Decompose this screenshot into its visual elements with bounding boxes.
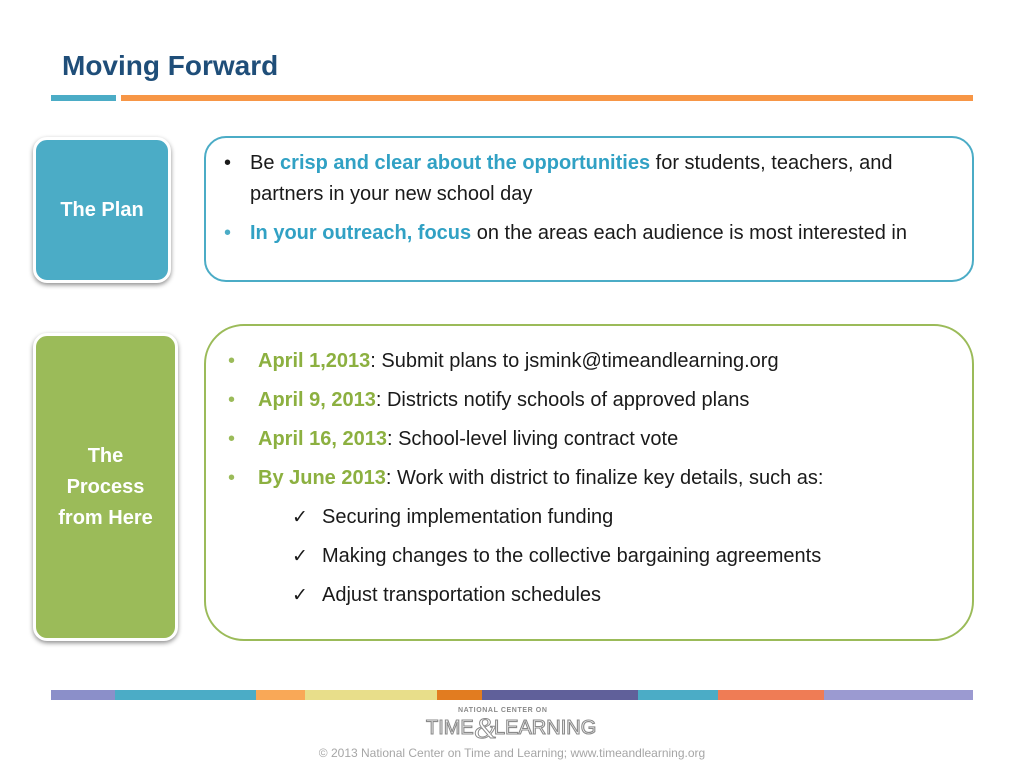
checklist-text: Adjust transportation schedules <box>322 584 602 606</box>
footer-bar-segment <box>115 690 256 700</box>
checkmark-icon: ✓ <box>292 507 308 528</box>
plan-label: The Plan <box>60 198 144 221</box>
footer-bar-segment <box>305 690 437 700</box>
timeline-item <box>228 385 958 416</box>
copyright-text: © 2013 National Center on Time and Learning; www.timeandlearning.org <box>318 746 706 760</box>
process-content-box <box>204 324 974 641</box>
timeline-date: April 1,2013 <box>258 350 371 372</box>
logo-top-text: NATIONAL CENTER ON <box>458 707 548 714</box>
timeline-text: : School-level living contract vote <box>386 428 679 450</box>
process-label-line: from Here <box>58 506 153 529</box>
footer-bar-segment <box>51 690 115 700</box>
plan-item-text: on the areas each audience is most interested in <box>471 222 907 244</box>
checkmark-icon: ✓ <box>292 585 308 606</box>
checklist-text: Making changes to the collective bargaining agreements <box>322 545 822 567</box>
title-accent-bar-orange <box>121 95 973 101</box>
timeline-item <box>228 463 958 494</box>
timeline-item <box>228 346 958 377</box>
plan-content-box <box>204 136 974 282</box>
timeline-date: By June 2013 <box>258 467 386 489</box>
checklist-item <box>292 541 952 572</box>
timeline-date: April 9, 2013 <box>258 389 376 411</box>
checkmark-icon: ✓ <box>292 546 308 567</box>
logo-ampersand: & <box>474 712 498 742</box>
plan-bullet-item <box>224 218 954 249</box>
checklist-item <box>292 502 952 533</box>
process-label-line: The <box>87 444 124 467</box>
page-title: Moving Forward <box>62 50 279 81</box>
ncotl-logo <box>424 704 600 742</box>
plan-item-prefix: Be <box>250 152 281 174</box>
footer-bar-segment <box>437 690 482 700</box>
title-accent-bar-blue <box>51 95 116 101</box>
checklist-text: Securing implementation funding <box>322 506 614 528</box>
timeline-text: : Districts notify schools of approved plans <box>375 389 750 411</box>
process-label-line: Process <box>66 475 145 498</box>
plan-item-text: for students, teachers, and partners in your new school day <box>250 152 893 205</box>
timeline-item <box>228 424 958 455</box>
logo-learning-text: LEARNING <box>494 717 597 739</box>
process-label-box <box>33 333 178 641</box>
bullet-icon: • <box>224 152 232 174</box>
plan-label-box <box>33 137 171 283</box>
footer-bar-segment <box>638 690 718 700</box>
plan-bullet-item <box>224 148 954 210</box>
process-timeline-list <box>228 346 958 502</box>
footer-bar-segment <box>824 690 973 700</box>
footer-bar-segment <box>482 690 638 700</box>
detail-checklist <box>292 502 952 619</box>
plan-item-highlight: In your outreach, focus <box>250 222 472 244</box>
bullet-icon: • <box>224 222 232 244</box>
bullet-icon: • <box>228 389 236 411</box>
plan-item-highlight: crisp and clear about the opportunities <box>280 152 651 174</box>
logo-time-text: TIME <box>426 717 474 739</box>
bullet-icon: • <box>228 428 236 450</box>
checklist-item <box>292 580 952 611</box>
footer-bar-segment <box>256 690 305 700</box>
bullet-icon: • <box>228 350 236 372</box>
footer-bar-segment <box>718 690 824 700</box>
plan-bullet-list <box>224 148 954 257</box>
bullet-icon: • <box>228 467 236 489</box>
timeline-text: : Submit plans to jsmink@timeandlearning.org <box>370 350 779 372</box>
timeline-date: April 16, 2013 <box>258 428 387 450</box>
timeline-text: : Work with district to finalize key details, such as: <box>385 467 824 489</box>
